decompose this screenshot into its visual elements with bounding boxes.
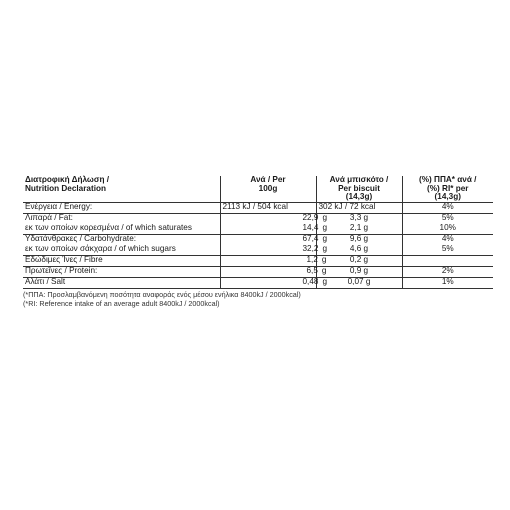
footnote-greek: (*ΠΠΑ: Προσλαμβανόμενη ποσότητα αναφοράς ενός μέσου ενήλικα 8400kJ / 2000kcal) — [23, 289, 301, 299]
header-declaration: Διατροφική Δήλωση / Nutrition Declaration — [23, 176, 220, 202]
nutrition-table — [23, 176, 493, 289]
header-reference-intake: (%) ΠΠΑ* ανά / (%) RI* per (14,3g) — [402, 176, 493, 202]
table-row-saturates: εκ των οποίων κορεσμένα / of which saturates 14,4 g 2,1 g 10% — [23, 224, 493, 235]
table-row-protein: Πρωτεΐνες / Protein: 6,5 g 0,9 g 2% — [23, 266, 493, 277]
header-per-biscuit: Ανά μπισκότο / Per biscuit (14,3g) — [316, 176, 402, 202]
table-row-fat: Λιπαρά / Fat: 22,9 g 3,3 g 5% — [23, 213, 493, 224]
nutrition-panel — [23, 176, 493, 308]
header-per-100g: Ανά / Per 100g — [220, 176, 316, 202]
footnotes — [23, 290, 493, 308]
table-row-carbohydrate: Υδατάνθρακες / Carbohydrate: 67,4 g 9,6 g 4% — [23, 234, 493, 245]
table-header-row — [23, 176, 493, 202]
table-row-sugars: εκ των οποίων σάκχαρα / of which sugars 32,2 g 4,6 g 5% — [23, 245, 493, 256]
table-row-salt: Αλάτι / Salt 0,48 g 0,07 g 1% — [23, 277, 493, 288]
footnote-english: (*RI: Reference intake of an average adult 8400kJ / 2000kcal) — [23, 298, 220, 308]
table-row-energy: Ενέργεια / Energy: 2113 kJ / 504 kcal 302 kJ / 72 kcal 4% — [23, 202, 493, 213]
table-row-fibre: Εδώδιμες Ίνες / Fibre 1,2 g 0,2 g — [23, 255, 493, 266]
